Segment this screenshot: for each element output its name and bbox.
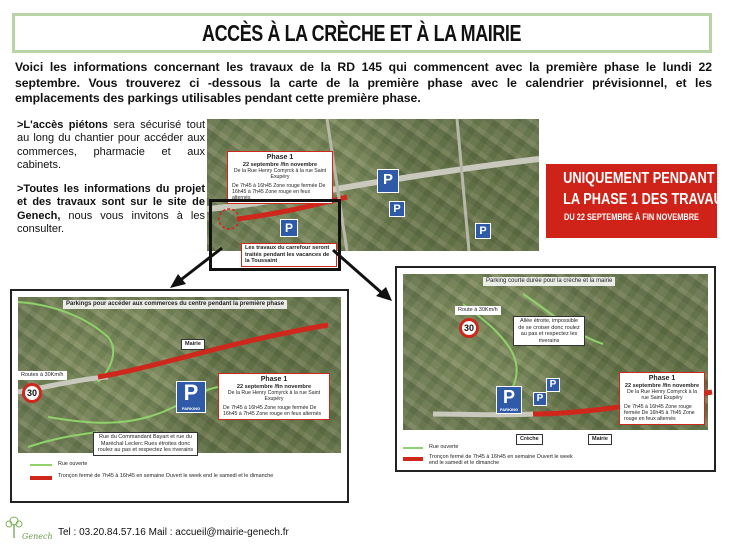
right-aerial-map [403,274,708,442]
phase-dates: 22 septembre /fin novembre [242,162,318,168]
project-info-text [17,183,205,236]
phase-route: De la Rue Henry Comyrck à la rue Saint Exupéry [233,168,327,181]
pedestrian-access-text [17,119,205,172]
left-parking-panel [10,289,349,503]
right-phase-box: Phase 1 22 septembre /fin novembre De la Rue Henry Comyrck à la rue Saint Exupéry De 7h45 à 16h45 Zone rouge fermée De 16h45 à 7h45 Zone rouge en feux alternés [619,372,705,425]
parking-icon: P [389,201,405,217]
legend-closed-label: Tronçon fermé de 7h45 à 16h45 en semaine Ouvert le week end le samedi et le dimanche [58,473,274,480]
parking-icon: P [475,223,491,239]
street-note: Rue du Commandant Bayart et rue du Maréchal Leclerc Rues étroites donc roulez au pas et respectez les riverains [93,432,198,456]
pedestrian-access-bold: >L'accès piétons [17,119,108,131]
parking-icon: P [280,219,298,237]
legend-open-label: Rue ouverte [429,444,459,450]
badge-line-2: LA PHASE 1 DES TRAVAUX [563,191,731,208]
right-speed-label: Route à 30Km/h [455,306,501,315]
right-mairie-label: Mairie [588,434,612,445]
parking-icon: P [377,169,399,193]
top-phase-box [227,151,333,204]
left-aerial-map [18,297,341,453]
page-title: ACCÈS À LA CRÈCHE ET À LA MAIRIE [202,19,522,46]
parking-icon: P PARKING [176,381,206,413]
badge-line-3: DU 22 SEPTEMBRE À FIN NOVEMBRE [564,212,699,222]
intro-paragraph: Voici les informations concernant les travaux de la RD 145 qui commencent avec la première phase le lundi 22 septembre. Vous trouverez ci -dessous la carte de la première phase avec le calendrier prévisionnel, et les emplacements des parkings utilisables pendant cette première phase. [15,60,712,105]
legend-closed-label: Tronçon fermé de 7h45 à 16h45 en semaine Ouvert le week end le samedi et le dimanche [429,454,573,467]
legend-open-label: Rue ouverte [58,461,88,467]
logo-text: Genech [22,532,53,541]
speed-30-sign: 30 [459,318,479,338]
project-info-rest: nous vous invitons à les consulter. [17,209,205,235]
right-heading: Parking courte durée pour la crèche et la mairie [483,277,615,286]
left-heading: Parkings pour accéder aux commerces du centre pendant la première phase [63,300,287,309]
left-phase-box: Phase 1 22 septembre /fin novembre De la Rue Henry Comyrck à la rue Saint Exupéry De 7h45 à 16h45 Zone rouge fermée De 16h45 à 7h45 Zone rouge en feux alternés [218,373,330,420]
right-parking-panel [395,266,716,472]
phase-hours: De 7h45 à 16h45 Zone rouge fermée De 16h45 à 7h45 Zone rouge en feux alternés [232,182,326,202]
contact-footer: Tel : 03.20.84.57.16 Mail : accueil@mairie-genech.fr [58,527,289,538]
badge-line-1: UNIQUEMENT PENDANT [563,170,715,187]
phase-title: Phase 1 [266,154,294,161]
speed-30-sign: 30 [22,383,42,403]
phase-badge [546,164,731,238]
creche-label: Crèche [516,434,543,445]
parking-icon: P PARKING [496,386,522,414]
parking-icon: P [546,378,560,392]
mairie-label: Mairie [181,339,205,350]
speed-label: Routes à 30Km/h [18,371,67,380]
right-legend [403,444,573,467]
pedestrian-access-rest: sera sécurisé tout au long du chantier pour accéder aux commerces, pharmacie et aux cabinets. [17,119,206,171]
left-legend [30,461,280,479]
carrefour-note: Les travaux du carrefour seront traités pendant les vacances de la Toussaint [241,243,337,267]
title-banner [12,13,712,53]
alley-note: Allée étroite, impossible de se croiser donc roulez au pas et respectez les riverains [513,316,585,346]
parking-icon: P [533,392,547,406]
project-info-bold: >Toutes les informations du projet et des travaux sont sur le site de Genech, [17,183,205,222]
genech-logo [2,512,53,542]
